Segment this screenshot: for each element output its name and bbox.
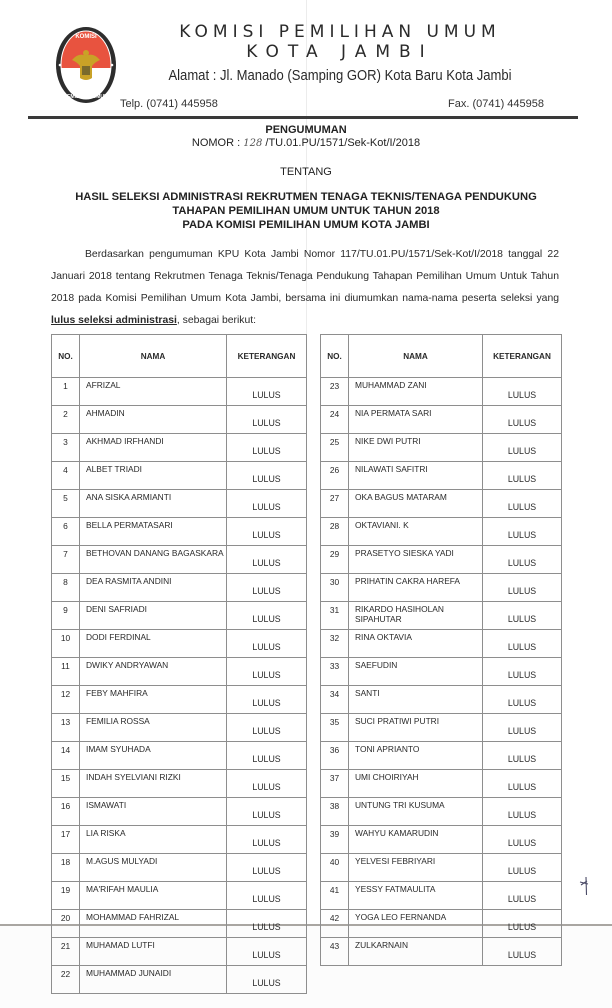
table-row	[321, 602, 562, 630]
row-status: LULUS	[483, 378, 562, 406]
table-row	[52, 490, 307, 518]
row-status: LULUS	[483, 826, 562, 854]
row-number: 17	[52, 826, 80, 854]
row-name: ANA SISKA ARMIANTI	[80, 490, 227, 518]
row-number: 8	[52, 574, 80, 602]
row-name: WAHYU KAMARUDIN	[349, 826, 483, 854]
row-number: 22	[52, 966, 80, 994]
row-status: LULUS	[483, 770, 562, 798]
row-number: 23	[321, 378, 349, 406]
table-header-row	[321, 335, 562, 378]
table-row	[52, 378, 307, 406]
row-number: 43	[321, 938, 349, 966]
table-row	[52, 686, 307, 714]
row-status: LULUS	[227, 742, 307, 770]
table-row	[52, 434, 307, 462]
row-name: MUHAMMAD ZANI	[349, 378, 483, 406]
row-name: RIKARDO HASIHOLAN SIPAHUTAR	[349, 602, 483, 630]
row-name: AHMADIN	[80, 406, 227, 434]
row-name: AFRIZAL	[80, 378, 227, 406]
row-status: LULUS	[483, 938, 562, 966]
letterhead-divider	[28, 116, 578, 119]
row-number: 29	[321, 546, 349, 574]
row-status: LULUS	[483, 490, 562, 518]
row-name: BETHOVAN DANANG BAGASKARA	[80, 546, 227, 574]
table-row	[52, 882, 307, 910]
row-number: 15	[52, 770, 80, 798]
row-name: PRIHATIN CAKRA HAREFA	[349, 574, 483, 602]
row-name: SANTI	[349, 686, 483, 714]
row-name: TONI APRIANTO	[349, 742, 483, 770]
row-status: LULUS	[483, 686, 562, 714]
row-name: INDAH SYELVIANI RIZKI	[80, 770, 227, 798]
results-table-right	[320, 334, 562, 966]
row-status: LULUS	[483, 546, 562, 574]
table-row	[321, 574, 562, 602]
row-number: 19	[52, 882, 80, 910]
row-status: LULUS	[483, 574, 562, 602]
table-row	[321, 826, 562, 854]
row-status: LULUS	[227, 490, 307, 518]
row-name: AKHMAD IRFHANDI	[80, 434, 227, 462]
row-number: 38	[321, 798, 349, 826]
row-number: 18	[52, 854, 80, 882]
org-city: KOTA JAMBI	[246, 42, 434, 62]
row-number: 39	[321, 826, 349, 854]
announcement-label: PENGUMUMAN	[265, 124, 347, 136]
row-number: 25	[321, 434, 349, 462]
table-row	[321, 630, 562, 658]
row-name: MUHAMMAD JUNAIDI	[80, 966, 227, 994]
table-row	[321, 462, 562, 490]
row-status: LULUS	[483, 882, 562, 910]
title-line-1: HASIL SELEKSI ADMINISTRASI REKRUTMEN TENAGA TEKNIS/TENAGA PENDUKUNG	[75, 191, 537, 203]
row-status: LULUS	[227, 966, 307, 994]
row-number: 20	[52, 910, 80, 938]
row-number: 6	[52, 518, 80, 546]
row-name: DODI FERDINAL	[80, 630, 227, 658]
row-status: LULUS	[483, 434, 562, 462]
row-status: LULUS	[483, 462, 562, 490]
row-status: LULUS	[227, 714, 307, 742]
row-status: LULUS	[227, 882, 307, 910]
row-number: 40	[321, 854, 349, 882]
row-status: LULUS	[227, 574, 307, 602]
row-number: 1	[52, 378, 80, 406]
announcement-number	[0, 137, 612, 149]
table-row	[321, 658, 562, 686]
row-status: LULUS	[483, 630, 562, 658]
nomor-prefix: NOMOR :	[191, 137, 244, 149]
table-row	[52, 602, 307, 630]
row-status: LULUS	[483, 602, 562, 630]
row-status: LULUS	[227, 826, 307, 854]
row-name: FEMILIA ROSSA	[80, 714, 227, 742]
table-row	[321, 910, 562, 938]
row-number: 16	[52, 798, 80, 826]
row-status: LULUS	[483, 798, 562, 826]
row-name: LIA RISKA	[80, 826, 227, 854]
table-row	[52, 742, 307, 770]
row-name: RINA OKTAVIA	[349, 630, 483, 658]
table-row	[321, 798, 562, 826]
handwritten-initial-icon	[577, 875, 591, 897]
row-status: LULUS	[483, 406, 562, 434]
row-name: BELLA PERMATASARI	[80, 518, 227, 546]
row-number: 35	[321, 714, 349, 742]
row-status: LULUS	[483, 714, 562, 742]
row-name: NIKE DWI PUTRI	[349, 434, 483, 462]
row-status: LULUS	[227, 602, 307, 630]
table-row	[52, 938, 307, 966]
row-name: NILAWATI SAFITRI	[349, 462, 483, 490]
table-row	[52, 826, 307, 854]
row-status: LULUS	[227, 378, 307, 406]
table-row	[52, 630, 307, 658]
row-number: 37	[321, 770, 349, 798]
table-row	[321, 770, 562, 798]
table-row	[321, 546, 562, 574]
logo-top-text: KOMISI	[75, 34, 97, 40]
row-status: LULUS	[227, 630, 307, 658]
table-row	[52, 714, 307, 742]
row-name: MOHAMMAD FAHRIZAL	[80, 910, 227, 938]
table-row	[52, 658, 307, 686]
table-row	[321, 938, 562, 966]
row-status: LULUS	[483, 658, 562, 686]
row-status: LULUS	[227, 854, 307, 882]
row-status: LULUS	[227, 658, 307, 686]
table-row	[321, 518, 562, 546]
row-number: 14	[52, 742, 80, 770]
nomor-suffix: /TU.01.PU/1571/Sek-Kot/I/2018	[262, 137, 421, 149]
table-row	[52, 518, 307, 546]
table-row	[321, 406, 562, 434]
row-number: 7	[52, 546, 80, 574]
row-status: LULUS	[227, 770, 307, 798]
row-name: DWIKY ANDRYAWAN	[80, 658, 227, 686]
row-number: 12	[52, 686, 80, 714]
paragraph-start: Berdasarkan pengumuman KPU Kota Jambi Nomor 117/TU.01.PU/1571/Sek-Kot/I/2018 tanggal 22 Januari 2018 tentang Rekrutmen Tenaga Teknis/Tenaga Pendukung Tahapan Pemilihan Umum Untuk Tahun 2018 pada Komisi Pemilihan Umum Kota Jambi, bersama ini diumumkan nama-nama peserta seleksi yang	[51, 249, 559, 304]
results-table-left	[51, 334, 307, 994]
row-number: 28	[321, 518, 349, 546]
table-row	[52, 770, 307, 798]
table-row	[52, 798, 307, 826]
row-status: LULUS	[483, 742, 562, 770]
row-name: PRASETYO SIESKA YADI	[349, 546, 483, 574]
org-phone: Telp. (0741) 445958	[120, 98, 218, 110]
row-name: FEBY MAHFIRA	[80, 686, 227, 714]
row-number: 33	[321, 658, 349, 686]
row-number: 30	[321, 574, 349, 602]
table-row	[52, 406, 307, 434]
row-status: LULUS	[227, 462, 307, 490]
row-number: 13	[52, 714, 80, 742]
row-name: DENI SAFRIADI	[80, 602, 227, 630]
row-name: DEA RASMITA ANDINI	[80, 574, 227, 602]
title-line-3: PADA KOMISI PEMILIHAN UMUM KOTA JAMBI	[182, 219, 430, 231]
row-name: SUCI PRATIWI PUTRI	[349, 714, 483, 742]
table-row	[52, 854, 307, 882]
header-nama: NAMA	[349, 335, 483, 378]
paragraph-end: , sebagai berikut:	[176, 315, 257, 326]
row-number: 41	[321, 882, 349, 910]
row-name: NIA PERMATA SARI	[349, 406, 483, 434]
header-nama: NAMA	[80, 335, 227, 378]
table-row	[321, 742, 562, 770]
logo-bottom-text: PEMILIHAN UMUM	[63, 94, 109, 100]
row-number: 10	[52, 630, 80, 658]
row-name: IMAM SYUHADA	[80, 742, 227, 770]
row-name: SAEFUDIN	[349, 658, 483, 686]
row-status: LULUS	[227, 686, 307, 714]
header-no: NO.	[321, 335, 349, 378]
table-header-row	[52, 335, 307, 378]
row-name: ZULKARNAIN	[349, 938, 483, 966]
row-status: LULUS	[483, 854, 562, 882]
table-row	[321, 434, 562, 462]
nomor-handwritten: 128	[243, 138, 263, 149]
row-status: LULUS	[227, 910, 307, 938]
row-number: 4	[52, 462, 80, 490]
table-row	[52, 966, 307, 994]
intro-paragraph	[51, 244, 559, 332]
table-row	[321, 378, 562, 406]
tentang-label: TENTANG	[280, 166, 332, 178]
row-number: 26	[321, 462, 349, 490]
row-name: YOGA LEO FERNANDA	[349, 910, 483, 938]
row-status: LULUS	[227, 798, 307, 826]
row-name: YESSY FATMAULITA	[349, 882, 483, 910]
table-row	[52, 462, 307, 490]
header-no: NO.	[52, 335, 80, 378]
header-keterangan: KETERANGAN	[227, 335, 307, 378]
row-name: MA'RIFAH MAULIA	[80, 882, 227, 910]
table-row	[321, 854, 562, 882]
row-number: 36	[321, 742, 349, 770]
org-fax: Fax. (0741) 445958	[448, 98, 545, 110]
row-name: ALBET TRIADI	[80, 462, 227, 490]
row-status: LULUS	[227, 938, 307, 966]
row-number: 2	[52, 406, 80, 434]
row-status: LULUS	[227, 518, 307, 546]
row-number: 9	[52, 602, 80, 630]
table-row	[321, 686, 562, 714]
row-name: YELVESI FEBRIYARI	[349, 854, 483, 882]
row-number: 42	[321, 910, 349, 938]
row-name: OKTAVIANI. K	[349, 518, 483, 546]
row-name: MUHAMAD LUTFI	[80, 938, 227, 966]
row-number: 11	[52, 658, 80, 686]
paragraph-emphasis: lulus seleksi administrasi	[51, 315, 177, 326]
row-number: 27	[321, 490, 349, 518]
row-status: LULUS	[227, 406, 307, 434]
row-name: M.AGUS MULYADI	[80, 854, 227, 882]
table-row	[52, 546, 307, 574]
row-number: 24	[321, 406, 349, 434]
row-name: ISMAWATI	[80, 798, 227, 826]
kpu-logo-icon	[55, 26, 117, 104]
row-number: 32	[321, 630, 349, 658]
table-row	[321, 882, 562, 910]
header-keterangan: KETERANGAN	[483, 335, 562, 378]
row-number: 5	[52, 490, 80, 518]
row-status: LULUS	[227, 546, 307, 574]
table-row	[321, 490, 562, 518]
table-row	[52, 910, 307, 938]
title-line-2: TAHAPAN PEMILIHAN UMUM UNTUK TAHUN 2018	[172, 205, 440, 217]
row-number: 34	[321, 686, 349, 714]
table-row	[321, 714, 562, 742]
row-status: LULUS	[227, 434, 307, 462]
row-name: UMI CHOIRIYAH	[349, 770, 483, 798]
row-status: LULUS	[483, 518, 562, 546]
table-row	[52, 574, 307, 602]
org-address: Alamat : Jl. Manado (Samping GOR) Kota Baru Kota Jambi	[168, 68, 512, 84]
row-name: UNTUNG TRI KUSUMA	[349, 798, 483, 826]
row-number: 21	[52, 938, 80, 966]
row-number: 3	[52, 434, 80, 462]
row-name: OKA BAGUS MATARAM	[349, 490, 483, 518]
org-name: KOMISI PEMILIHAN UMUM	[179, 22, 501, 42]
row-number: 31	[321, 602, 349, 630]
row-status: LULUS	[483, 910, 562, 938]
